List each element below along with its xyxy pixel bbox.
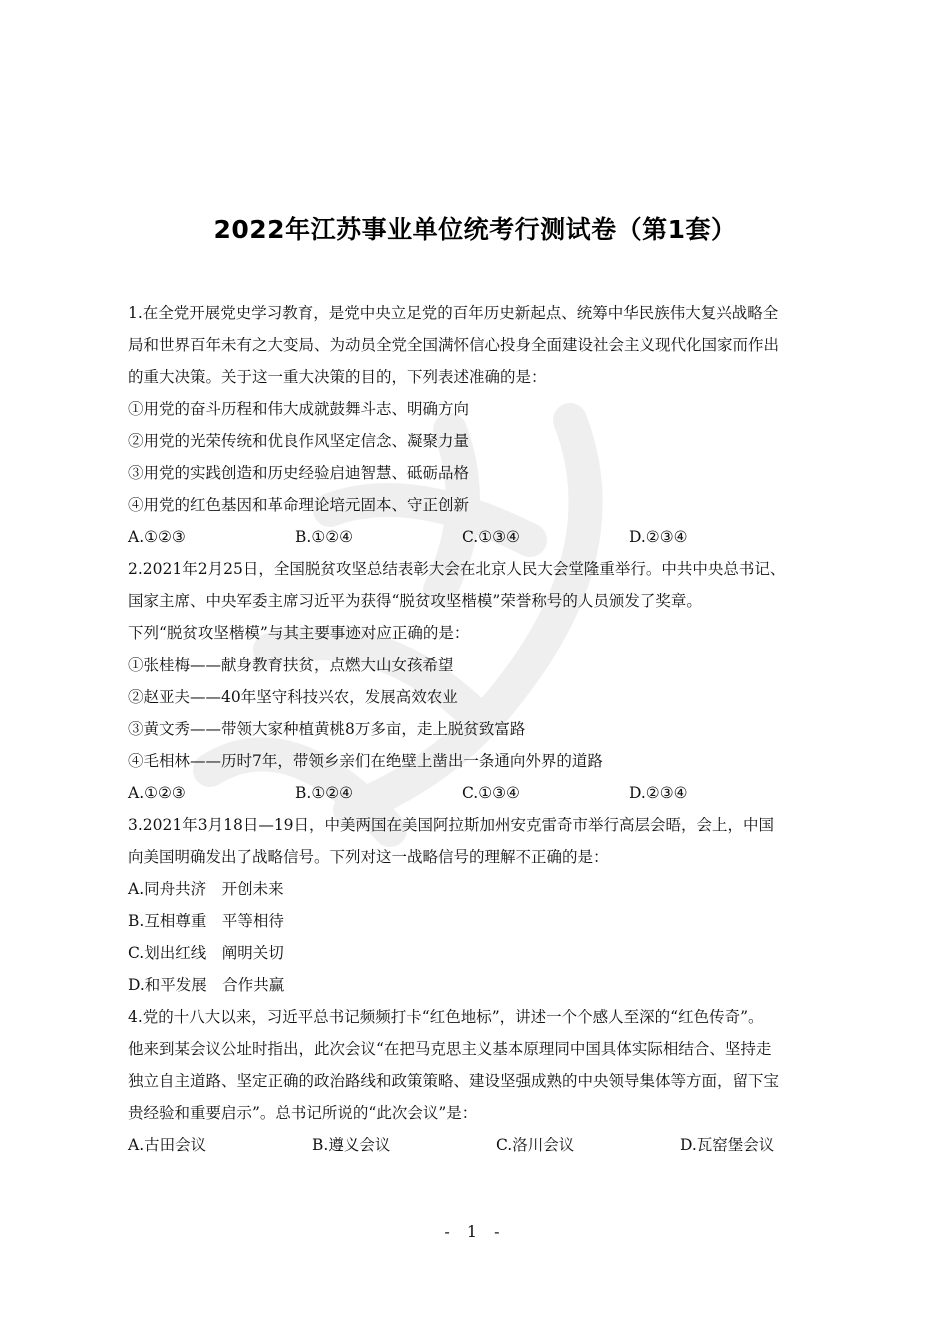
- option-b: B.①②④: [295, 784, 354, 802]
- statement-line: ③黄文秀——带领大家种植黄桃8万多亩，走上脱贫致富路: [128, 720, 526, 738]
- option-d: D.②③④: [629, 528, 688, 546]
- question-text-line: 4.党的十八大以来，习近平总书记频频打卡“红色地标”，讲述一个个感人至深的“红色传奇”。: [128, 1008, 764, 1026]
- question-text-line: 的重大决策。关于这一重大决策的目的，下列表述准确的是：: [128, 368, 547, 386]
- option-c: C.洛川会议: [496, 1136, 575, 1154]
- answer-options: [128, 521, 848, 553]
- option-c: C.①③④: [462, 528, 520, 546]
- answer-options: [128, 777, 848, 809]
- question-text-line: 向美国明确发出了战略信号。下列对这一战略信号的理解不正确的是：: [128, 848, 609, 866]
- statement-line: ④用党的红色基因和革命理论培元固本、守正创新: [128, 496, 470, 514]
- statement-line: ②用党的光荣传统和优良作风坚定信念、凝聚力量: [128, 432, 470, 450]
- option-d: D.和平发展 合作共赢: [128, 976, 285, 994]
- question-text-line: 国家主席、中央军委主席习近平为获得“脱贫攻坚楷模”荣誉称号的人员颁发了奖章。: [128, 592, 702, 610]
- option-d: D.瓦窑堡会议: [680, 1136, 775, 1154]
- question-text-line: 3.2021年3月18日—19日，中美两国在美国阿拉斯加州安克雷奇市举行高层会晤，会上，中国: [128, 816, 775, 834]
- question-4: [128, 1001, 848, 1161]
- question-text-line: 1.在全党开展党史学习教育，是党中央立足党的百年历史新起点、统筹中华民族伟大复兴战略全: [128, 304, 779, 322]
- option-b: B.互相尊重 平等相待: [128, 912, 284, 930]
- option-d: D.②③④: [629, 784, 688, 802]
- option-c: C.划出红线 阐明关切: [128, 944, 284, 962]
- option-b: B.①②④: [295, 528, 354, 546]
- question-list: [128, 297, 848, 1161]
- statement-line: ①用党的奋斗历程和伟大成就鼓舞斗志、明确方向: [128, 400, 470, 418]
- question-1: [128, 297, 848, 553]
- question-3: [128, 809, 848, 1001]
- answer-options: [128, 1129, 848, 1161]
- option-a: A.①②③: [128, 784, 186, 802]
- document-title: 2022年江苏事业单位统考行测试卷（第1套）: [213, 215, 737, 244]
- question-text-line: 局和世界百年未有之大变局、为动员全党全国满怀信心投身全面建设社会主义现代化国家而作出: [128, 336, 780, 354]
- option-a: A.同舟共济 开创未来: [128, 880, 284, 898]
- option-c: C.①③④: [462, 784, 520, 802]
- question-2: [128, 553, 848, 809]
- question-text-line: 他来到某会议公址时指出，此次会议“在把马克思主义基本原理同中国具体实际相结合、坚持走: [128, 1040, 772, 1058]
- question-text-line: 下列“脱贫攻坚楷模”与其主要事迹对应正确的是：: [128, 624, 470, 642]
- statement-line: ①张桂梅——献身教育扶贫，点燃大山女孩希望: [128, 656, 454, 674]
- statement-line: ④毛相林——历时7年，带领乡亲们在绝壁上凿出一条通向外界的道路: [128, 752, 603, 770]
- option-a: A.①②③: [128, 528, 186, 546]
- question-text-line: 独立自主道路、坚定正确的政治路线和政策策略、建设坚强成熟的中央领导集体等方面，留下宝: [128, 1072, 780, 1090]
- question-text-line: 2.2021年2月25日，全国脱贫攻坚总结表彰大会在北京人民大会堂隆重举行。中共中央总书记、: [128, 560, 786, 578]
- question-text-line: 贵经验和重要启示”。总书记所说的“此次会议”是：: [128, 1104, 478, 1122]
- statement-line: ②赵亚夫——40年坚守科技兴农，发展高效农业: [128, 688, 458, 706]
- page-number: - 1 -: [444, 1222, 506, 1241]
- option-b: B.遵义会议: [312, 1136, 391, 1154]
- statement-line: ③用党的实践创造和历史经验启迪智慧、砥砺品格: [128, 464, 470, 482]
- option-a: A.古田会议: [128, 1136, 207, 1154]
